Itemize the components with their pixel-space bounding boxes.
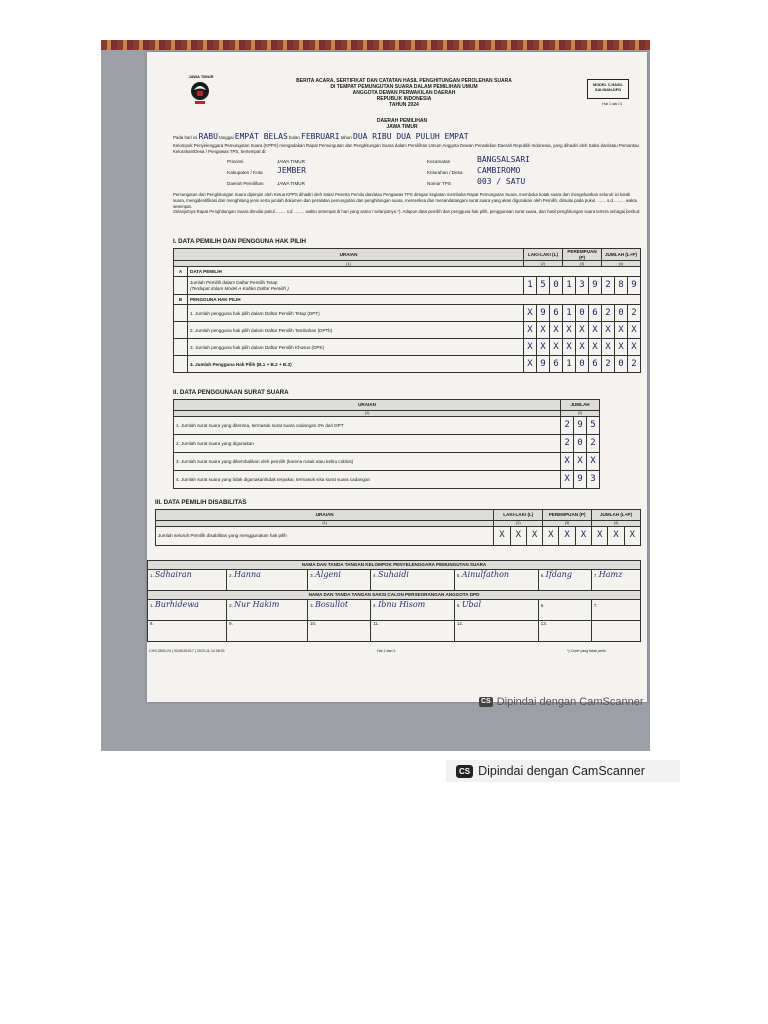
signature: Sdhairan — [154, 570, 192, 579]
tps-label: Nomor TPS — [427, 181, 451, 186]
signature-cell — [538, 570, 591, 591]
row-heading: DATA PEMILIH — [188, 267, 641, 277]
digit-cell: 5 — [537, 277, 550, 295]
camscanner-banner — [446, 760, 680, 782]
document-title — [259, 78, 549, 108]
signature-cell: 9. — [227, 621, 308, 642]
digit-cell: X — [524, 305, 537, 322]
camscanner-logo-icon: CS — [456, 765, 473, 778]
col-uraian: URAIAN — [174, 400, 561, 411]
digit-cell: 5 — [587, 417, 600, 435]
digit-cell: 9 — [537, 356, 550, 373]
digit-cell: 0 — [576, 305, 589, 322]
document-page — [147, 52, 647, 708]
section1-title: I. DATA PEMILIH DAN PENGGUNA HAK PILIH — [173, 238, 307, 245]
digit-cell: 8 — [615, 277, 628, 295]
digit-cell: 0 — [576, 356, 589, 373]
dapil-value: JAWA TIMUR — [277, 181, 305, 186]
table-row — [174, 277, 641, 295]
signature-cell — [371, 570, 455, 591]
col-jumlah: JUMLAH (L+P) — [602, 249, 641, 261]
signature-cell — [308, 570, 371, 591]
signature-cell — [591, 621, 640, 642]
paragraph: Pemungutan dan Penghitungan Suara dipimpin oleh Ketua KPPS dihadiri oleh Saksi Peserta Pemilu dan/atau Pengawas TPS dengan kegiatan membuka Rapat Pemungutan Suara, membuka kotak suara dan mengeluarkan seluruh isi kotak suara, mengidentifikasi dan menghitung jenis serta jumlah dokumen dan peralatan pemungutan dan penghitungan suara, memeriksa dan menandatangani surat suara yang akan digunakan oleh Pemilih, dimulai pada pukul ........ s.d. ........ waktu setempat. — [173, 192, 638, 209]
digit-cell: 6 — [589, 305, 602, 322]
digit-cell: X — [524, 356, 537, 373]
handwritten-year: DUA RIBU DUA PULUH EMPAT — [353, 132, 469, 141]
signature-number: 7. — [593, 603, 598, 608]
digit-cell: X — [615, 322, 628, 339]
model-code-box: MODEL C.HASIL SALINAN-DPD — [587, 79, 629, 99]
signature-number: 4. — [373, 603, 377, 608]
row-label: 3. Jumlah pengguna hak pilih dalam Daftar Pemilih Khusus (DPK) — [188, 339, 524, 356]
col-uraian: URAIAN — [156, 510, 494, 521]
col-index: (4) — [602, 261, 641, 267]
signature-cell — [148, 570, 227, 591]
provinsi-value: JAWA TIMUR — [277, 159, 305, 164]
digit-cell: X — [587, 453, 600, 471]
signature-cell: 12. — [454, 621, 538, 642]
kpps-signature-title: NAMA DAN TANDA TANGAN KELOMPOK PENYELENGGARA PEMUNGUTAN SUARA — [148, 561, 641, 570]
row-label: 2. Jumlah surat suara yang digunakan — [174, 435, 561, 453]
table-row — [156, 527, 641, 546]
section3-title: III. DATA PEMILIH DISABILITAS — [155, 499, 247, 506]
signature-number: 7. — [593, 573, 598, 578]
row-label — [188, 277, 524, 295]
signature-cell — [308, 600, 371, 621]
title-line: TAHUN 2024 — [389, 102, 419, 108]
digit-cell: X — [589, 322, 602, 339]
row-label: Jumlah seluruh Pemilih disabilitas yang menggunakan hak pilih — [156, 527, 494, 546]
footer-page: Hal 1 dari 3 — [377, 649, 396, 653]
digit-cell: 2 — [628, 356, 641, 373]
digit-cell: 0 — [615, 305, 628, 322]
digit-cell: 6 — [589, 356, 602, 373]
signature: Hamz — [598, 570, 623, 579]
digit-cell: 3 — [576, 277, 589, 295]
digit-cell: X — [561, 471, 574, 489]
title-line: ANGGOTA DEWAN PERWAKILAN DAERAH — [352, 90, 456, 96]
digit-cell: 2 — [602, 356, 615, 373]
voter-data-table — [173, 248, 641, 373]
digit-cell: 2 — [561, 417, 574, 435]
page-reference: Hal 1 dari 3 — [602, 102, 622, 106]
digit-cell: X — [602, 339, 615, 356]
intro-body: Kelompok Penyelenggara Pemungutan Suara (KPPS) mengadakan Rapat Pemungutan dan Penghitungan Suara dalam Pemilihan Umum Anggota Dewan Perwakilan Daerah Republik Indonesia, yang dihadiri oleh Saksi dan/atau Pemantau Kelurahan/Desa / Pengawas TPS, bertempat di: — [173, 142, 639, 154]
ballot-usage-table — [173, 399, 600, 489]
digit-cell: 1 — [563, 277, 576, 295]
row-label: 1. Jumlah pengguna hak pilih dalam Daftar Pemilih Tetap (DPT) — [188, 305, 524, 322]
camscanner-watermark — [479, 696, 644, 710]
digit-cell: X — [574, 453, 587, 471]
signature: Bosullot — [314, 600, 349, 609]
section2-title: II. DATA PENGGUNAAN SURAT SUARA — [173, 389, 289, 396]
digit-cell: X — [537, 339, 550, 356]
row-label-sub: (Terdapat dalam Model A-Kabko Daftar Pemilih ) — [190, 285, 289, 291]
digit-cell: 9 — [574, 471, 587, 489]
section-letter: A — [174, 267, 188, 277]
procedure-paragraphs — [173, 192, 643, 215]
table-row — [174, 356, 641, 373]
digit-cell: 3 — [587, 471, 600, 489]
digit-cell: 1 — [563, 356, 576, 373]
col-index: (3) — [543, 521, 592, 527]
table-row — [174, 305, 641, 322]
footer-note: *) Coret yang tidak perlu — [567, 649, 606, 653]
digit-cell: X — [608, 527, 624, 546]
scanned-photo — [101, 40, 650, 751]
table-row — [174, 417, 600, 435]
signature-number: 5. — [456, 603, 461, 608]
digit-cell: X — [550, 322, 563, 339]
col-index: (2) — [561, 411, 600, 417]
region-heading — [317, 118, 487, 131]
signature-cell — [538, 600, 591, 621]
col-index: (1) — [174, 261, 524, 267]
row-label: 3. Jumlah surat suara yang dikembalikan oleh pemilih (karena rusak atau keliru coblos) — [174, 453, 561, 471]
row-label-text: Jumlah Pemilih dalam Daftar Pemilih Tetap — [190, 280, 278, 286]
digit-cell: X — [563, 339, 576, 356]
row-label: 2. Jumlah pengguna hak pilih dalam Daftar Pemilih Tambahan (DPTb) — [188, 322, 524, 339]
signature-number: 6. — [540, 573, 545, 578]
kelurahan-value: CAMBIROMO — [477, 166, 521, 175]
digit-cell: X — [550, 339, 563, 356]
signature: Ainulfathon — [461, 570, 510, 579]
digit-cell: X — [510, 527, 526, 546]
kecamatan-value: BANGSALSARI — [477, 155, 530, 164]
table-row — [174, 471, 600, 489]
signature-number: 1. — [150, 573, 154, 578]
provinsi-label: Provinsi — [227, 159, 244, 164]
signature-cell — [454, 570, 538, 591]
signature-number: 2. — [229, 603, 233, 608]
handwritten-date: EMPAT BELAS — [234, 132, 288, 141]
col-index: (1) — [174, 411, 561, 417]
intro-text: tahun — [340, 135, 352, 140]
digit-cell: 2 — [602, 277, 615, 295]
signature-cell — [371, 600, 455, 621]
signature: Hanna — [234, 570, 261, 579]
signature-cell — [227, 570, 308, 591]
col-laki: LAKI-LAKI (L) — [524, 249, 563, 261]
signature-number: 3. — [310, 573, 314, 578]
disability-table — [155, 509, 641, 546]
intro-text: bulan — [289, 135, 300, 140]
title-line: REPUBLIK INDONESIA — [376, 96, 432, 102]
camscanner-text: Dipindai dengan CamScanner — [478, 764, 645, 778]
digit-cell: X — [494, 527, 510, 546]
digit-cell: X — [524, 339, 537, 356]
row-label: 4. Jumlah surat suara yang tidak digunakan/tidak terpakai, termasuk sisa surat suara cadangan — [174, 471, 561, 489]
digit-cell: X — [628, 339, 641, 356]
dapil-label: Daerah Pemilihan — [227, 181, 264, 186]
intro-text: Pada hari ini — [173, 135, 198, 140]
digit-cell: 6 — [550, 356, 563, 373]
signature-number: 5. — [456, 573, 461, 578]
col-uraian: URAIAN — [174, 249, 524, 261]
digit-cell: X — [575, 527, 591, 546]
saksi-signature-title: NAMA DAN TANDA TANGAN SAKSI CALON PERSEORANGAN ANGGOTA DPD — [148, 591, 641, 600]
col-jumlah: JUMLAH (L+P) — [592, 510, 641, 521]
digit-cell: X — [563, 322, 576, 339]
digit-cell: 9 — [589, 277, 602, 295]
digit-cell: X — [526, 527, 542, 546]
signature-number: 1. — [150, 603, 154, 608]
table-row — [174, 435, 600, 453]
digit-cell: X — [524, 322, 537, 339]
digit-cell: X — [537, 322, 550, 339]
digit-cell: 2 — [561, 435, 574, 453]
signature: Algeni — [314, 570, 341, 579]
signature-cell — [148, 600, 227, 621]
signature-table — [147, 560, 641, 642]
intro-text: tanggal — [219, 135, 234, 140]
col-index: (2) — [494, 521, 543, 527]
digit-cell: X — [576, 339, 589, 356]
kelurahan-label: Kelurahan / Desa — [427, 170, 463, 175]
digit-cell: X — [561, 453, 574, 471]
col-jumlah: JUMLAH — [561, 400, 600, 411]
region-value: JAWA TIMUR — [386, 124, 418, 131]
col-perempuan: PEREMPUAN (P) — [563, 249, 602, 261]
digit-cell: 1 — [524, 277, 537, 295]
logo-caption: JAWA TIMUR — [188, 74, 214, 79]
footer-code: CHS-3500-24 | 3249151017 | 2023-11-14 08:01 — [149, 649, 225, 653]
table-row — [174, 453, 600, 471]
signature-cell — [591, 570, 640, 591]
signature-number: 4. — [373, 573, 377, 578]
table-row — [174, 322, 641, 339]
digit-cell: X — [628, 322, 641, 339]
signature-number: 3. — [310, 603, 314, 608]
signature-cell: 10. — [308, 621, 371, 642]
intro-paragraph — [173, 132, 643, 155]
digit-cell: 2 — [628, 305, 641, 322]
col-index: (1) — [156, 521, 494, 527]
signature: Burhidewa — [154, 600, 199, 609]
signature: Ifdang — [545, 570, 572, 579]
row-label: 1. Jumlah surat suara yang diterima, termasuk surat suara cadangan 2% dari DPT — [174, 417, 561, 435]
camscanner-logo-icon: CS — [479, 697, 493, 708]
garuda-logo-icon — [189, 78, 211, 106]
paragraph: Selanjutnya Rapat Penghitungan Suara dimulai pukul ........ s.d. ........ waktu setempat di hari yang sama / selanjutnya *). Adapun data pemilih dan pengguna hak pilih, penggunaan surat suara, dan hasil penghitungan suara tertera sebagai berikut: — [173, 209, 641, 215]
digit-cell: 9 — [537, 305, 550, 322]
signature-cell: 11. — [371, 621, 455, 642]
digit-cell: 1 — [563, 305, 576, 322]
digit-cell: X — [624, 527, 640, 546]
signature-number: 2. — [229, 573, 233, 578]
title-line: BERITA ACARA, SERTIFIKAT DAN CATATAN HASIL PENGHITUNGAN PEROLEHAN SUARA — [296, 78, 512, 84]
kabupaten-value: JEMBER — [277, 166, 306, 175]
row-heading: PENGGUNA HAK PILIH — [188, 295, 641, 305]
row-label: 4. Jumlah Pengguna Hak Pilih (B.1 + B.2 + B.3) — [188, 356, 524, 373]
digit-cell: 0 — [574, 435, 587, 453]
digit-cell: 9 — [574, 417, 587, 435]
digit-cell: X — [589, 339, 602, 356]
digit-cell: 0 — [615, 356, 628, 373]
signature: Ibnu Hisom — [378, 600, 426, 609]
signature-cell: 8. — [148, 621, 227, 642]
digit-cell: X — [576, 322, 589, 339]
tps-value: 003 / SATU — [477, 177, 526, 186]
section-letter: B — [174, 295, 188, 305]
title-line: DI TEMPAT PEMUNGUTAN SUARA DALAM PEMILIHAN UMUM — [330, 84, 478, 90]
signature-number: 6. — [540, 603, 545, 608]
background-fabric — [101, 40, 650, 50]
signature: Nur Hakim — [234, 600, 280, 609]
digit-cell: 2 — [602, 305, 615, 322]
signature-cell — [454, 600, 538, 621]
region-label: DAERAH PEMILIHAN — [376, 118, 428, 124]
col-index: (3) — [563, 261, 602, 267]
signature: Ubal — [461, 600, 482, 609]
digit-cell: X — [602, 322, 615, 339]
col-index: (4) — [592, 521, 641, 527]
signature: Suhaidi — [378, 570, 409, 579]
camscanner-text: Dipindai dengan CamScanner — [496, 696, 644, 708]
handwritten-day: RABU — [198, 132, 218, 141]
signature-cell — [591, 600, 640, 621]
digit-cell: 0 — [550, 277, 563, 295]
table-row — [174, 339, 641, 356]
digit-cell: X — [543, 527, 559, 546]
kabupaten-label: Kabupaten / Kota — [227, 170, 263, 175]
digit-cell: 9 — [628, 277, 641, 295]
kecamatan-label: Kecamatan — [427, 159, 451, 164]
col-perempuan: PEREMPUAN (P) — [543, 510, 592, 521]
handwritten-month: FEBRUARI — [301, 132, 340, 141]
digit-cell: X — [592, 527, 608, 546]
digit-cell: X — [615, 339, 628, 356]
signature-cell — [227, 600, 308, 621]
col-index: (2) — [524, 261, 563, 267]
signature-cell: 13. — [538, 621, 591, 642]
digit-cell: 6 — [550, 305, 563, 322]
digit-cell: X — [559, 527, 575, 546]
col-laki: LAKI-LAKI (L) — [494, 510, 543, 521]
digit-cell: 2 — [587, 435, 600, 453]
